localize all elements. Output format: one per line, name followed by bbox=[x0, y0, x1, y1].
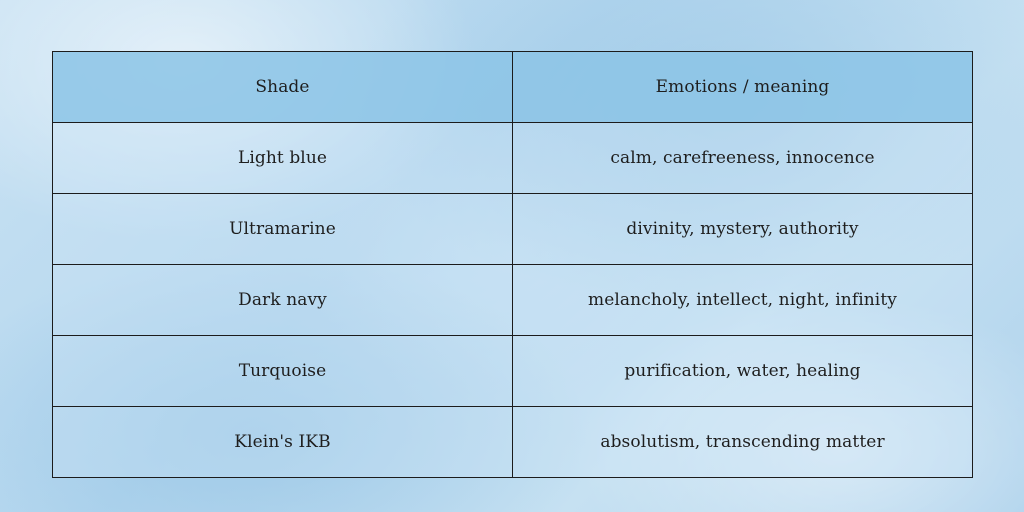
shade-meaning-table-container bbox=[52, 51, 972, 460]
shade-cell: Turquoise bbox=[53, 336, 513, 407]
table-row bbox=[53, 407, 973, 478]
meaning-cell: melancholy, intellect, night, infinity bbox=[513, 265, 973, 336]
table-row bbox=[53, 123, 973, 194]
shade-cell: Dark navy bbox=[53, 265, 513, 336]
table-header-row bbox=[53, 52, 973, 123]
meaning-cell: divinity, mystery, authority bbox=[513, 194, 973, 265]
meaning-cell: purification, water, healing bbox=[513, 336, 973, 407]
shade-meaning-table bbox=[52, 51, 973, 478]
shade-cell: Light blue bbox=[53, 123, 513, 194]
meaning-cell: absolutism, transcending matter bbox=[513, 407, 973, 478]
table-row bbox=[53, 265, 973, 336]
header-shade: Shade bbox=[53, 52, 513, 123]
shade-cell: Ultramarine bbox=[53, 194, 513, 265]
table-row bbox=[53, 194, 973, 265]
meaning-cell: calm, carefreeness, innocence bbox=[513, 123, 973, 194]
header-emotions-meaning: Emotions / meaning bbox=[513, 52, 973, 123]
shade-cell: Klein's IKB bbox=[53, 407, 513, 478]
table-row bbox=[53, 336, 973, 407]
